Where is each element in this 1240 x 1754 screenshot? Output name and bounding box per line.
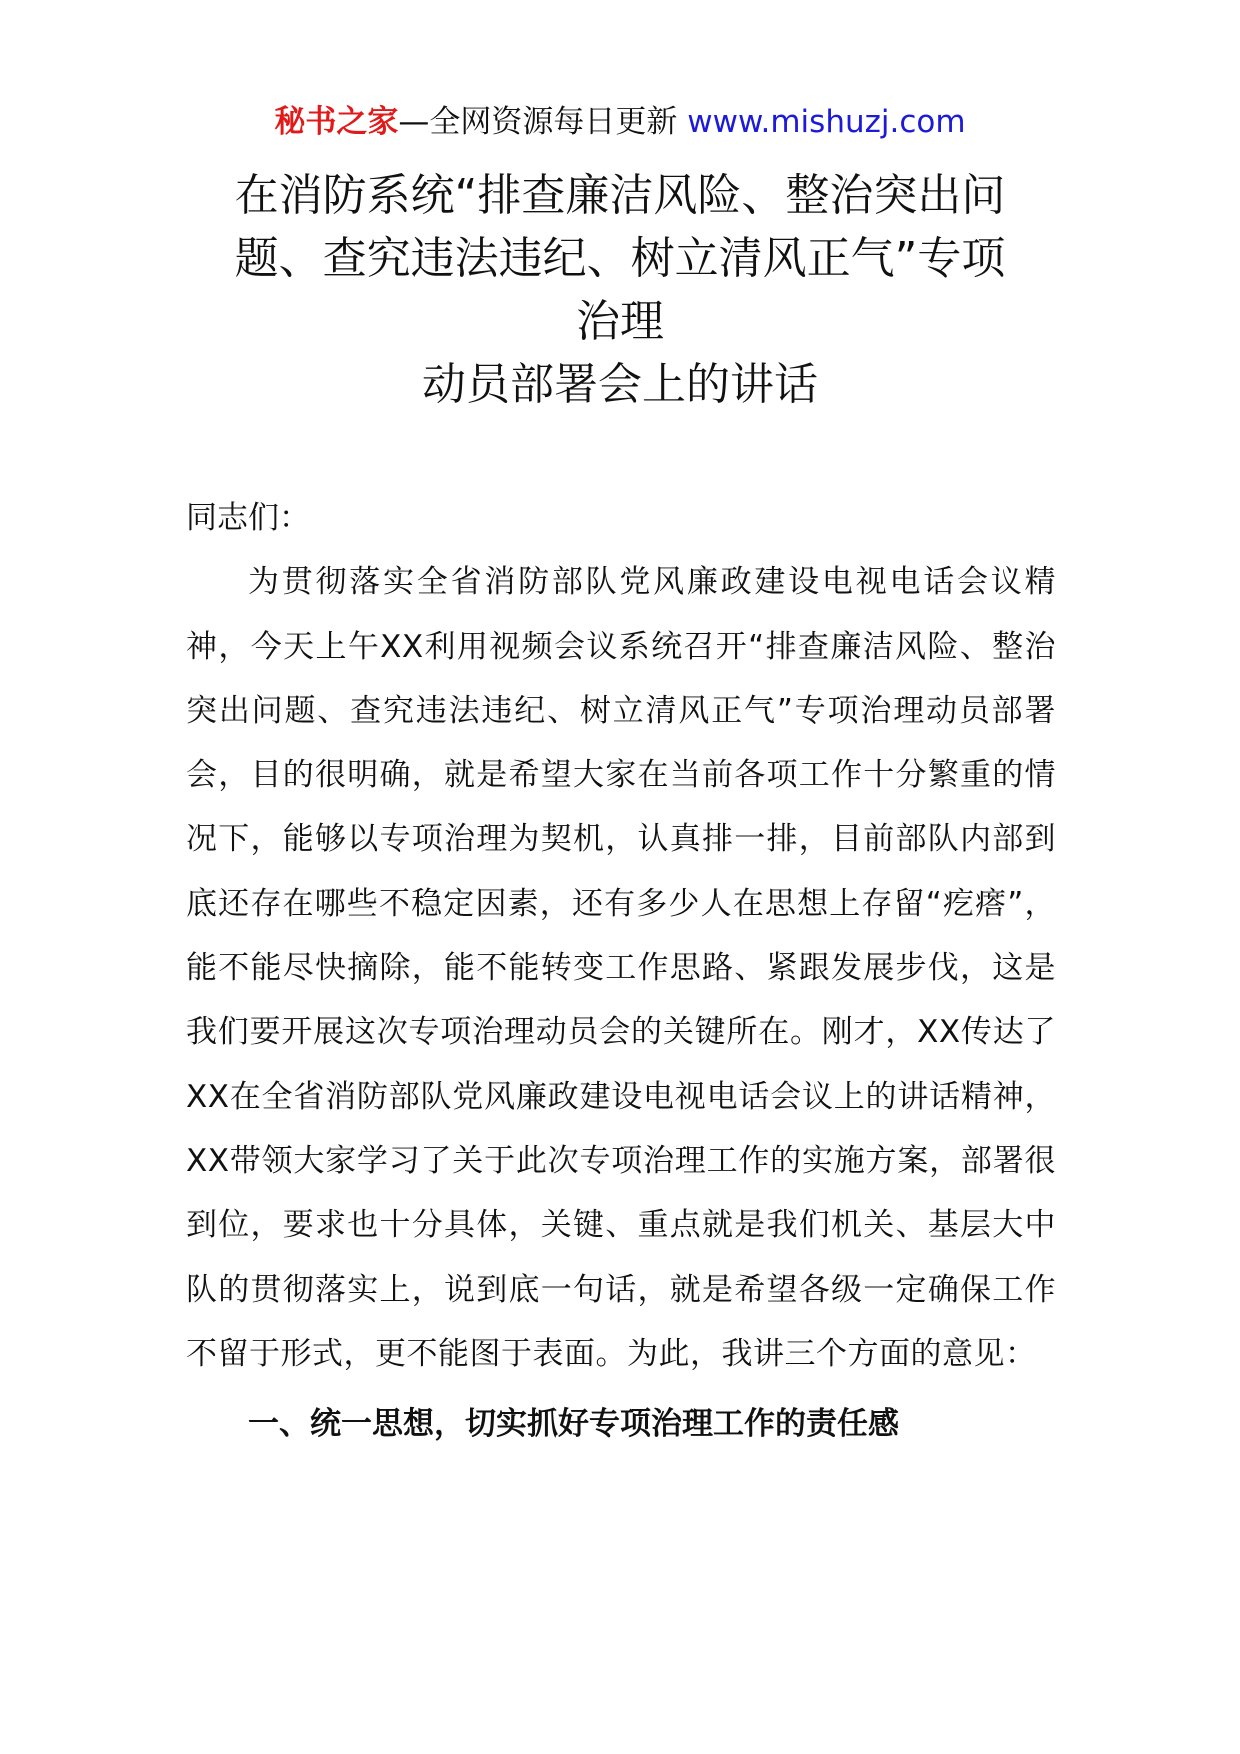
site-header <box>0 102 1240 142</box>
document-body <box>186 486 1056 1456</box>
title-line: 题、查究违法违纪、树立清风正气”专项 <box>234 233 1006 284</box>
salutation: 同志们： <box>186 500 310 536</box>
header-slogan: —全网资源每日更新 <box>398 104 688 140</box>
document-title <box>150 164 1090 416</box>
section-heading: 一、统一思想，切实抓好专项治理工作的责任感 <box>248 1406 899 1443</box>
title-line: 治理 <box>576 296 664 347</box>
body-paragraph: 为贯彻落实全省消防部队党风廉政建设电视电话会议精神，今天上午XX利用视频会议系统召开“排查廉洁风险、整治突出问题、查究违法违纪、树立清风正气”专项治理动员部署会，目的很明确，就是希望大家在当前各项工作十分繁重的情况下，能够以专项治理为契机，认真排一排，目前部队内部到底还存在哪些不稳定因素，还有多少人在思想上存留“疙瘩”，能不能尽快摘除，能不能转变工作思路、紧跟发展步伐，这是我们要开展这次专项治理动员会的关键所在。刚才，XX传达了XX在全省消防部队党风廉政建设电视电话会议上的讲话精神，XX带领大家学习了关于此次专项治理工作的实施方案，部署很到位，要求也十分具体，关键、重点就是我们机关、基层大中队的贯彻落实上，说到底一句话，就是希望各级一定确保工作不留于形式，更不能图于表面。为此，我讲三个方面的意见： <box>186 564 1056 1372</box>
title-subline: 动员部署会上的讲话 <box>422 359 818 410</box>
site-url-link[interactable]: www.mishuzj.com <box>687 104 966 140</box>
title-line: 在消防系统“排查廉洁风险、整治突出问 <box>234 170 1006 221</box>
brand-name: 秘书之家 <box>274 104 399 140</box>
